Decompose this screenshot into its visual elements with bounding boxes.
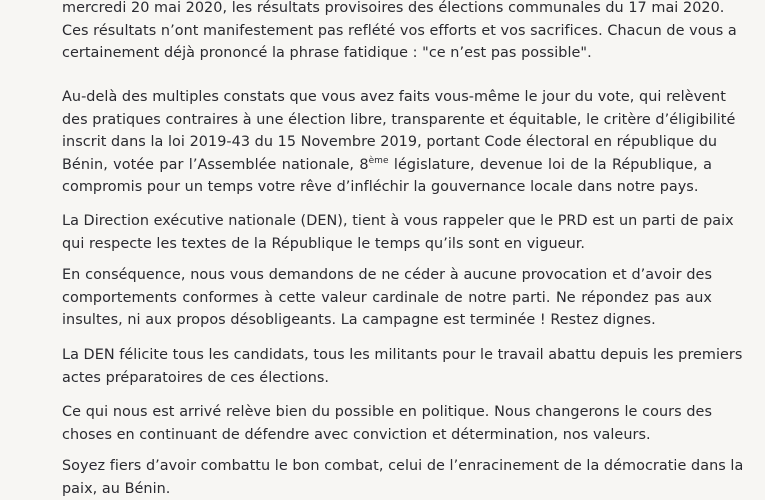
- text-line: En conséquence, nous vous demandons de ne céder à aucune provocation et d’avoir des: [62, 267, 712, 283]
- text-line: choses en continuant de défendre avec conviction et détermination, nos valeurs.: [62, 426, 651, 443]
- text-line: La DEN félicite tous les candidats, tous les militants pour le travail abattu depuis les premiers: [62, 347, 743, 363]
- text-line-with-superscript: [62, 154, 712, 177]
- paragraph-congratulations: [62, 344, 743, 389]
- text-line: insultes, ni aux propos désobligeants. La campagne est terminée ! Restez dignes.: [62, 312, 656, 329]
- paragraph-change-course: [62, 401, 712, 446]
- paragraph-no-provocation: [62, 264, 712, 332]
- text-line: Ce qui nous est arrivé relève bien du possible en politique. Nous changerons le cours des: [62, 404, 712, 420]
- text-line: actes préparatoires de ces élections.: [62, 369, 330, 386]
- text-line: paix, au Bénin.: [62, 480, 171, 497]
- text-line: qui respecte les textes de la République le temps qu’ils sont en vigueur.: [62, 235, 586, 252]
- text-line: comportements conformes à cette valeur cardinale de notre parti. Ne répondez pas aux: [62, 289, 712, 306]
- text-line: des pratiques contraires à une élection libre, transparente et équitable, le critère d’éligibilité: [62, 111, 736, 128]
- paragraph-den-reminder: [62, 210, 734, 255]
- text-line: La Direction exécutive nationale (DEN), tient à vous rappeler que le PRD est un parti de paix: [62, 213, 734, 229]
- text-line: compromis pour un temps votre rêve d’infléchir la gouvernance locale dans notre pays.: [62, 179, 699, 196]
- text-line: Ces résultats n’ont manifestement pas reflété vos efforts et vos sacrifices. Chacun de vous a: [62, 22, 737, 39]
- text-line: Soyez fiers d’avoir combattu le bon combat, celui de l’enracinement de la démocratie dans la: [62, 458, 744, 474]
- text-line: certainement déjà prononcé la phrase fatidique : "ce n’est pas possible".: [62, 45, 592, 62]
- text-line: inscrit dans la loi 2019-43 du 15 Novembre 2019, portant Code électoral en république du: [62, 134, 718, 151]
- superscript-ordinal: ème: [368, 155, 389, 166]
- text-segment: Bénin, votée par l’Assemblée nationale, 8: [62, 156, 369, 173]
- text-line: mercredi 20 mai 2020, les résultats provisoires des élections communales du 17 mai 2020.: [62, 0, 725, 16]
- text-line: Au-delà des multiples constats que vous avez faits vous-même le jour du vote, qui relèvent: [62, 89, 726, 105]
- text-segment: législature, devenue loi de la République, a: [388, 156, 713, 173]
- paragraph-results-announcement: [62, 0, 737, 65]
- paragraph-eligibility-criterion: [62, 86, 736, 199]
- paragraph-be-proud: [62, 455, 744, 500]
